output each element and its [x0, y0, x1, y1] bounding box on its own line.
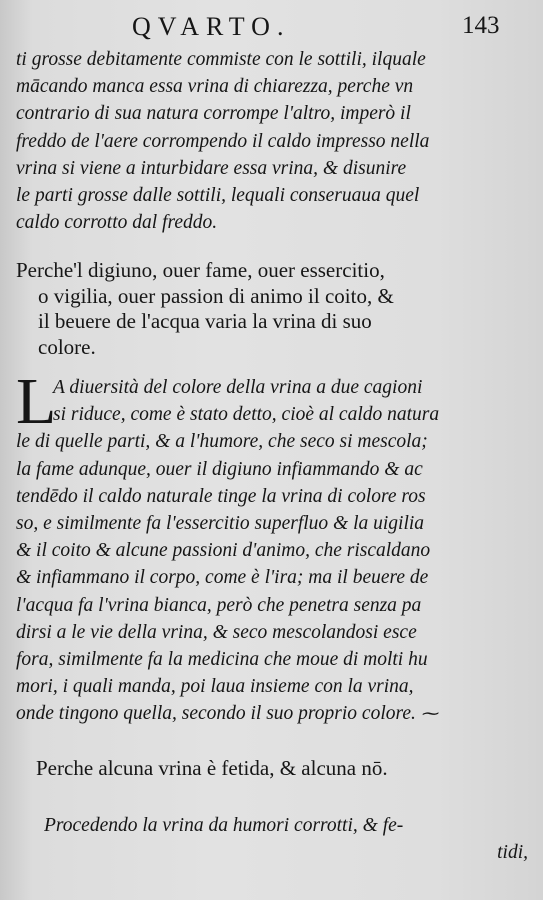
- text-line: vrina si viene a inturbidare essa vrina, & disunire: [16, 157, 407, 179]
- fleuron-ornament: ⁓: [420, 704, 438, 724]
- text-line: le di quelle parti, & a l'humore, che seco si mescola;: [16, 431, 428, 453]
- text-line: mori, i quali manda, poi laua insieme con la vrina,: [16, 676, 414, 698]
- text-line: l'acqua fa l'vrina bianca, però che penetra senza pa: [16, 594, 422, 616]
- text-line: mācando manca essa vrina di chiarezza, perche vn: [16, 76, 414, 98]
- text-line-content: onde tingono quella, secondo il suo proprio colore.: [16, 703, 416, 725]
- heading-line: Perche'l digiuno, ouer fame, ouer essercitio,: [16, 258, 385, 282]
- text-line: tendēdo il caldo naturale tinge la vrina di colore ros: [16, 485, 426, 507]
- drop-cap-initial: L: [16, 365, 57, 438]
- text-line: caldo corrotto dal freddo.: [16, 212, 218, 234]
- heading-line: colore.: [38, 334, 96, 359]
- text-line: contrario di sua natura corrompe l'altro, imperò il: [16, 103, 411, 125]
- heading-line: Perche alcuna vrina è fetida, & alcuna nō.: [36, 756, 388, 780]
- text-line: & infiammano il corpo, come è l'ira; ma il beuere de: [16, 567, 429, 589]
- paragraph-1: [16, 46, 531, 236]
- text-line: [16, 700, 531, 727]
- text-line: ti grosse debitamente commiste con le sottili, ilquale: [16, 49, 426, 70]
- text-line: le parti grosse dalle sottili, lequali conseruaua quel: [16, 185, 420, 207]
- page-number: 143: [462, 12, 500, 39]
- running-head: QVARTO.: [132, 12, 291, 41]
- text-line: la fame adunque, ouer il digiuno infiammando & ac: [16, 458, 423, 480]
- text-line: freddo de l'aere corrompendo il caldo impresso nella: [16, 130, 430, 152]
- heading-line: il beuere de l'acqua varia la vrina di suo: [38, 309, 372, 333]
- section-heading-1: [16, 258, 531, 360]
- page-header: [0, 6, 543, 42]
- text-line: so, e similmente fa l'essercitio superfluo & la uigilia: [16, 513, 425, 535]
- heading-line: o vigilia, ouer passion di animo il coito, &: [38, 283, 394, 308]
- text-line: Procedendo la vrina da humori corrotti, & fe-: [44, 815, 404, 836]
- text-line: fora, similmente fa la medicina che moue di molti hu: [16, 649, 428, 671]
- text-line: tidi,: [497, 842, 528, 863]
- text-line: & il coito & alcune passioni d'animo, che riscaldano: [16, 540, 431, 562]
- paragraph-3: [44, 812, 534, 866]
- text-line: A diuersità del colore della vrina a due cagioni: [53, 377, 423, 398]
- text-line: si riduce, come è stato detto, cioè al caldo natura: [53, 404, 440, 426]
- section-heading-2: [36, 755, 536, 781]
- text-line: dirsi a le vie della vrina, & seco mescolandosi esce: [16, 621, 417, 643]
- paragraph-2: [16, 365, 531, 728]
